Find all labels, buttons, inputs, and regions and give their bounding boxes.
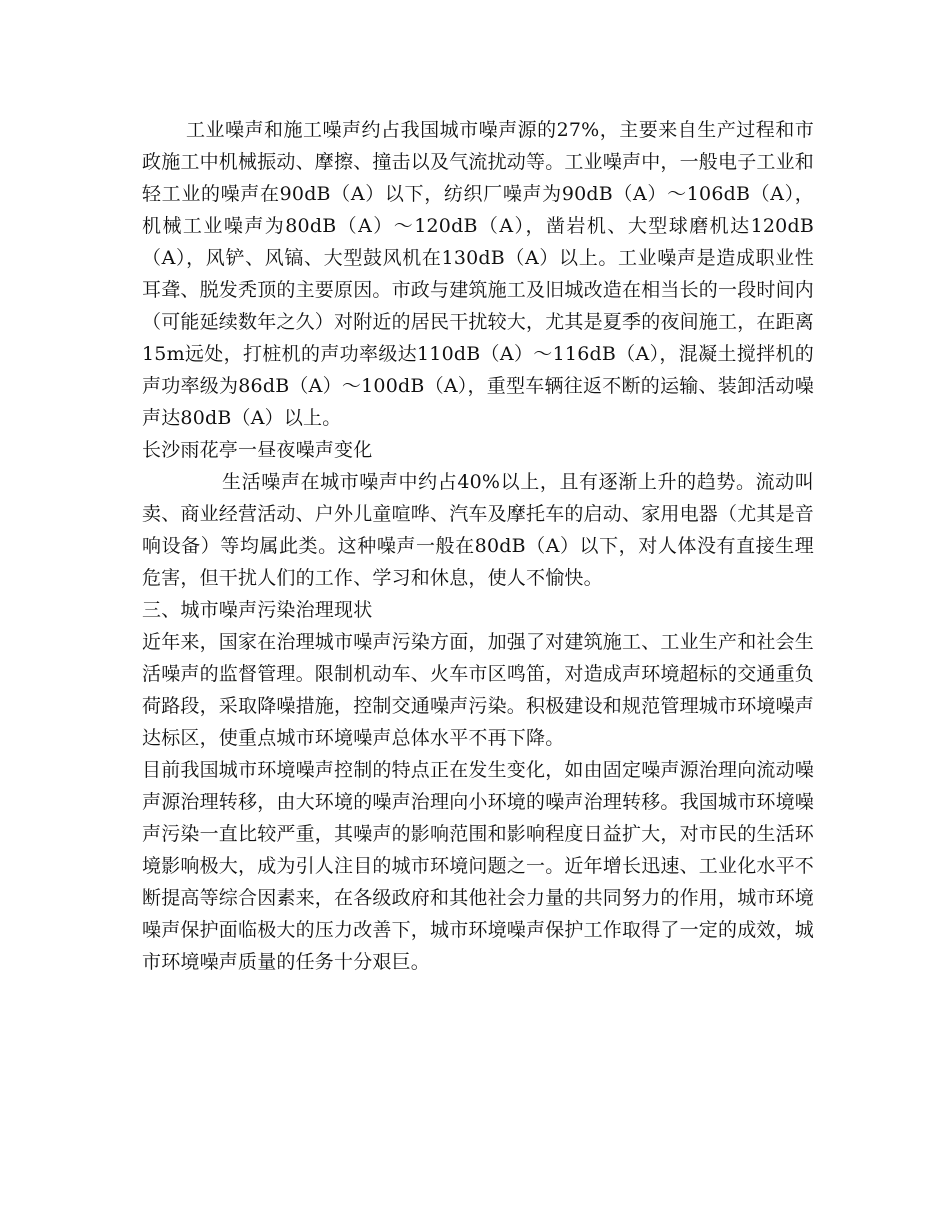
- paragraph-current-trends: 目前我国城市环境噪声控制的特点正在发生变化，如由固定噪声源治理向流动噪声源治理转移，由大环境的噪声治理向小环境的噪声治理转移。我国城市环境噪声污染一直比较严重，其噪声的影响范围和影响程度日益扩大，对市民的生活环境影响极大，成为引人注目的城市环境问题之一。近年增长迅速、工业化水平不断提高等综合因素来，在各级政府和其他社会力量的共同努力的作用，城市环境噪声保护面临极大的压力改善下，城市环境噪声保护工作取得了一定的成效，城市环境噪声质量的任务十分艰巨。: [142, 759, 815, 973]
- caption-changsha-noise: 长沙雨花亭一昼夜噪声变化: [142, 439, 373, 461]
- paragraph-living-noise: 生活噪声在城市噪声中约占40%以上，且有逐渐上升的趋势。流动叫卖、商业经营活动、户外儿童喧哗、汽车及摩托车的启动、家用电器（尤其是音响设备）等均属此类。这种噪声一般在80dB（A）以下，对人体没有直接生理危害，但干扰人们的工作、学习和休息，使人不愉快。: [142, 471, 815, 589]
- document-page: [142, 114, 814, 978]
- section-heading-noise-control-status: 三、城市噪声污染治理现状: [142, 599, 373, 621]
- paragraph-industrial-noise: 工业噪声和施工噪声约占我国城市噪声源的27%，主要来自生产过程和市政施工中机械振动、摩擦、撞击以及气流扰动等。工业噪声中，一般电子工业和轻工业的噪声在90dB（A）以下，纺织厂噪声为90dB（A）～106dB（A），机械工业噪声为80dB（A）～120dB（A），凿岩机、大型球磨机达120dB（A），风铲、风镐、大型鼓风机在130dB（A）以上。工业噪声是造成职业性耳聋、脱发秃顶的主要原因。市政与建筑施工及旧城改造在相当长的一段时间内（可能延续数年之久）对附近的居民干扰较大，尤其是夏季的夜间施工，在距离15m远处，打桩机的声功率级达110dB（A）～116dB（A），混凝土搅拌机的声功率级为86dB（A）～100dB（A），重型车辆往返不断的运输、装卸活动噪声达80dB（A）以上。: [142, 119, 815, 429]
- paragraph-recent-measures: 近年来，国家在治理城市噪声污染方面，加强了对建筑施工、工业生产和社会生活噪声的监督管理。限制机动车、火车市区鸣笛，对造成声环境超标的交通重负荷路段，采取降噪措施，控制交通噪声污染。积极建设和规范管理城市环境噪声达标区，使重点城市环境噪声总体水平不再下降。: [142, 631, 815, 749]
